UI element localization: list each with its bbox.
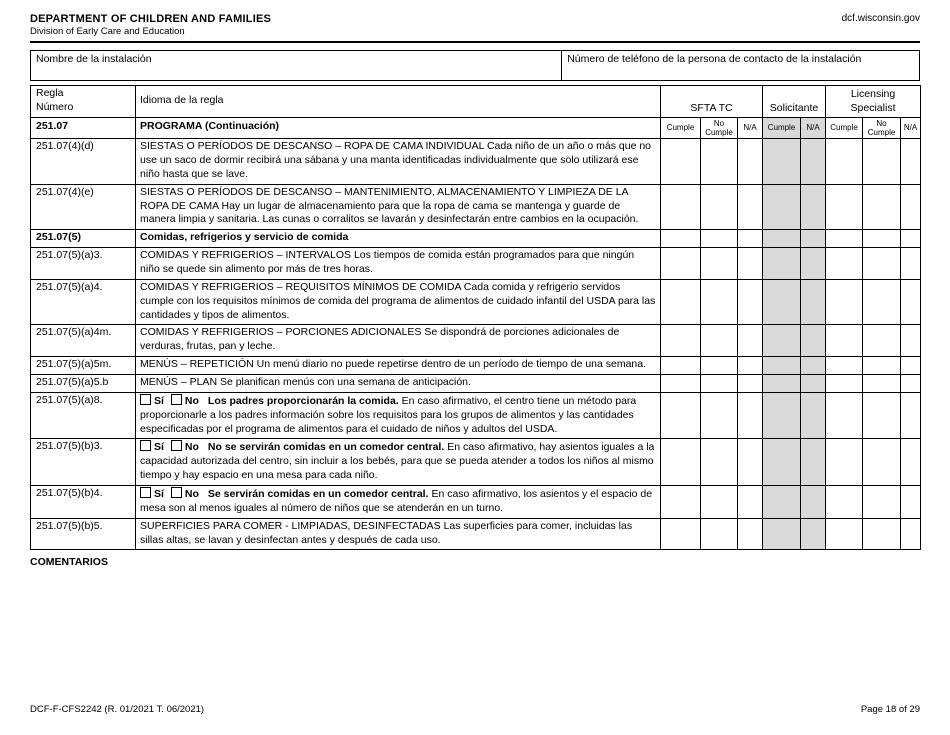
rule-text: MENÚS – PLAN Se planifican menús con una semana de anticipación. (136, 374, 661, 392)
check-cell-licensing-na[interactable] (901, 439, 921, 486)
check-cell-applicant-na[interactable] (801, 139, 826, 185)
check-cell-licensing-cumple[interactable] (826, 248, 863, 280)
table-row (31, 392, 921, 439)
rule-detail: En caso afirmativo, los asientos y el espacio de mesa son al menos iguales al número de niños que se atenderán en un turno. (140, 488, 653, 514)
check-cell-licensing-no-cumple[interactable] (863, 486, 901, 519)
rule-number: 251.07(5)(a)4m. (31, 325, 136, 357)
facility-name-label: Nombre de la instalación (36, 53, 152, 65)
facility-fields (30, 50, 920, 81)
no-label: No (184, 441, 199, 454)
check-cell-licensing-cumple[interactable] (826, 518, 863, 550)
check-cell-applicant-na[interactable] (801, 184, 826, 230)
page-number: Page 18 of 29 (860, 704, 920, 715)
rule-detail: En caso afirmativo, hay asientos iguales a la capacidad autorizada del centro, sin incluir a los bebés, para que se pueda atender a todos los niños al mismo tiempo y hay espacio en una mesa para cada niño. (140, 441, 655, 482)
check-cell-sfta-no-cumple[interactable] (701, 439, 738, 486)
form-number: DCF-F-CFS2242 (R. 01/2021 T. 06/2021) (30, 704, 205, 715)
facility-name-field[interactable] (31, 51, 561, 80)
col-header-licensing-specialist (826, 86, 921, 118)
rule-number: 251.07(5)(a)4. (31, 279, 136, 325)
checkbox-si[interactable] (140, 440, 151, 451)
check-cell-sfta-na[interactable] (738, 184, 763, 230)
check-cell-sfta-na[interactable] (738, 325, 763, 357)
check-cell-sfta-na[interactable] (738, 248, 763, 280)
check-cell-licensing-cumple[interactable] (826, 357, 863, 375)
check-cell-applicant-cumple[interactable] (763, 518, 801, 550)
section-rule-number: 251.07 (31, 117, 136, 138)
si-label: Sí (154, 488, 164, 500)
col-header-applicant: Solicitante (763, 86, 826, 118)
masthead (30, 13, 920, 37)
check-cell-sfta-na[interactable] (738, 392, 763, 439)
rule-text: COMIDAS Y REFRIGERIOS – PORCIONES ADICIONALES Se dispondrá de porciones adicionales de verduras, frutas, pan y leche. (136, 325, 661, 357)
check-cell-licensing-no-cumple[interactable] (863, 230, 901, 248)
check-cell-licensing-na[interactable] (901, 279, 921, 325)
section-row (31, 230, 921, 248)
page-footer (30, 704, 920, 715)
checkbox-no[interactable] (171, 487, 182, 498)
section-heading: Comidas, refrigerios y servicio de comida (136, 230, 661, 248)
check-cell-sfta-na[interactable] (738, 374, 763, 392)
check-cell-licensing-no-cumple[interactable] (863, 139, 901, 185)
table-row (31, 357, 921, 375)
check-cell-applicant-na[interactable] (801, 486, 826, 519)
check-cell-licensing-cumple[interactable] (826, 486, 863, 519)
table-row (31, 486, 921, 519)
rule-text: COMIDAS Y REFRIGERIOS – INTERVALOS Los tiempos de comida están programados para que ningún niño se quede sin alimento por más de tres horas. (136, 248, 661, 280)
check-cell-licensing-na[interactable] (901, 230, 921, 248)
check-cell-licensing-cumple[interactable] (826, 325, 863, 357)
sublabel-sfta-na: N/A (738, 117, 763, 138)
check-cell-licensing-no-cumple[interactable] (863, 248, 901, 280)
rule-text: SUPERFICIES PARA COMER - LIMPIADAS, DESINFECTADAS Las superficies para comer, incluidas las sillas altas, se lavan y desinfectan antes y después de cada uso. (136, 518, 661, 550)
check-cell-sfta-no-cumple[interactable] (701, 184, 738, 230)
rule-number: 251.07(4)(e) (31, 184, 136, 230)
rule-number: 251.07(4)(d) (31, 139, 136, 185)
check-cell-sfta-no-cumple[interactable] (701, 486, 738, 519)
check-cell-licensing-cumple[interactable] (826, 374, 863, 392)
check-cell-sfta-cumple[interactable] (661, 392, 701, 439)
comments-label: COMENTARIOS (30, 556, 108, 569)
rule-number: 251.07(5)(a)5m. (31, 357, 136, 375)
no-label: No (184, 488, 199, 500)
check-cell-sfta-no-cumple[interactable] (701, 357, 738, 375)
check-cell-sfta-cumple[interactable] (661, 439, 701, 486)
si-label: Sí (154, 394, 164, 407)
check-cell-licensing-cumple[interactable] (826, 230, 863, 248)
rule-number: 251.07(5) (31, 230, 136, 248)
check-cell-sfta-cumple[interactable] (661, 357, 701, 375)
check-cell-licensing-no-cumple[interactable] (863, 279, 901, 325)
check-cell-licensing-cumple[interactable] (826, 439, 863, 486)
checkbox-si[interactable] (140, 394, 151, 405)
sublabel-applicant-cumple: Cumple (763, 117, 801, 138)
check-cell-licensing-na[interactable] (901, 248, 921, 280)
check-cell-applicant-na[interactable] (801, 248, 826, 280)
check-cell-sfta-na[interactable] (738, 518, 763, 550)
contact-phone-label: Número de teléfono de la persona de contacto de la instalación (567, 53, 862, 65)
table-subheader-row (31, 117, 921, 138)
checkbox-no[interactable] (171, 440, 182, 451)
table-row (31, 279, 921, 325)
no-label: No (184, 394, 199, 407)
checkbox-si[interactable] (140, 487, 151, 498)
rule-number: 251.07(5)(b)5. (31, 518, 136, 550)
check-cell-applicant-cumple[interactable] (763, 357, 801, 375)
col-header-sfta-tc: SFTA TC (661, 86, 763, 118)
checkbox-no[interactable] (171, 394, 182, 405)
table-header-row (31, 86, 921, 118)
check-cell-licensing-na[interactable] (901, 139, 921, 185)
sublabel-sfta-cumple: Cumple (661, 117, 701, 138)
department-name: DEPARTMENT OF CHILDREN AND FAMILIES (30, 13, 272, 25)
check-cell-applicant-na[interactable] (801, 357, 826, 375)
section-title: PROGRAMA (Continuación) (136, 117, 661, 138)
check-cell-licensing-na[interactable] (901, 486, 921, 519)
check-cell-licensing-na[interactable] (901, 325, 921, 357)
checklist-table (30, 85, 921, 550)
col-header-licensing-line1: Licensing (850, 88, 896, 100)
check-cell-licensing-no-cumple[interactable] (863, 325, 901, 357)
rule-statement: No se servirán comidas en un comedor central. (207, 441, 445, 454)
check-cell-applicant-cumple[interactable] (763, 392, 801, 439)
check-cell-sfta-no-cumple[interactable] (701, 325, 738, 357)
check-cell-applicant-cumple[interactable] (763, 374, 801, 392)
table-row (31, 439, 921, 486)
check-cell-applicant-na[interactable] (801, 439, 826, 486)
check-cell-applicant-na[interactable] (801, 279, 826, 325)
check-cell-applicant-na[interactable] (801, 325, 826, 357)
check-cell-applicant-cumple[interactable] (763, 230, 801, 248)
header-divider (30, 41, 920, 43)
check-cell-licensing-no-cumple[interactable] (863, 392, 901, 439)
check-cell-applicant-na[interactable] (801, 230, 826, 248)
check-cell-sfta-no-cumple[interactable] (701, 139, 738, 185)
check-cell-sfta-no-cumple[interactable] (701, 248, 738, 280)
check-cell-sfta-cumple[interactable] (661, 248, 701, 280)
check-cell-sfta-no-cumple[interactable] (701, 374, 738, 392)
check-cell-sfta-cumple[interactable] (661, 486, 701, 519)
check-cell-sfta-cumple[interactable] (661, 230, 701, 248)
check-cell-sfta-na[interactable] (738, 230, 763, 248)
col-header-rule-line2: Número (36, 100, 74, 113)
check-cell-applicant-cumple[interactable] (763, 248, 801, 280)
check-cell-sfta-no-cumple[interactable] (701, 392, 738, 439)
rule-text: MENÚS – REPETICIÓN Un menú diario no puede repetirse dentro de un período de tiempo de una semana. (136, 357, 661, 375)
sublabel-applicant-na: N/A (801, 117, 826, 138)
col-header-rule-line1: Regla (36, 87, 64, 99)
contact-phone-field[interactable] (561, 51, 919, 80)
check-cell-sfta-no-cumple[interactable] (701, 230, 738, 248)
check-cell-licensing-no-cumple[interactable] (863, 374, 901, 392)
check-cell-sfta-cumple[interactable] (661, 139, 701, 185)
si-label: Sí (154, 441, 164, 454)
rule-number: 251.07(5)(a)5.b (31, 374, 136, 392)
check-cell-applicant-cumple[interactable] (763, 439, 801, 486)
check-cell-licensing-no-cumple[interactable] (863, 439, 901, 486)
check-cell-applicant-cumple[interactable] (763, 486, 801, 519)
check-cell-sfta-na[interactable] (738, 357, 763, 375)
check-cell-applicant-na[interactable] (801, 374, 826, 392)
check-cell-licensing-na[interactable] (901, 392, 921, 439)
table-row (31, 374, 921, 392)
table-row (31, 518, 921, 550)
rule-text: SIESTAS O PERÍODOS DE DESCANSO – ROPA DE CAMA INDIVIDUAL Cada niño de un año o más que no use un saco de dormir recibirá una sábana y una manta identificadas individualmente que solo utilizará ese niño hasta que se lave. (136, 139, 661, 185)
check-cell-sfta-na[interactable] (738, 279, 763, 325)
rule-text (136, 392, 661, 439)
check-cell-licensing-cumple[interactable] (826, 139, 863, 185)
col-header-language: Idioma de la regla (136, 86, 661, 118)
agency-block (30, 13, 271, 37)
check-cell-sfta-na[interactable] (738, 486, 763, 519)
check-cell-licensing-na[interactable] (901, 184, 921, 230)
check-cell-sfta-na[interactable] (738, 439, 763, 486)
check-cell-applicant-cumple[interactable] (763, 139, 801, 185)
table-row (31, 184, 921, 230)
check-cell-licensing-na[interactable] (901, 374, 921, 392)
rule-number: 251.07(5)(b)3. (31, 439, 136, 486)
rule-statement: Los padres proporcionarán la comida. (207, 394, 399, 407)
rule-detail: En caso afirmativo, el centro tiene un método para proporcionarle a los padres información sobre los requisitos para los grupos de alimentos y las cantidades especificadas por el programa de alimentos para el cuidado de niños y adultos del USDA. (140, 394, 637, 435)
rule-text (136, 486, 661, 519)
check-cell-sfta-cumple[interactable] (661, 374, 701, 392)
check-cell-sfta-cumple[interactable] (661, 184, 701, 230)
rule-number: 251.07(5)(a)8. (31, 392, 136, 439)
table-row (31, 325, 921, 357)
check-cell-sfta-na[interactable] (738, 139, 763, 185)
check-cell-sfta-no-cumple[interactable] (701, 279, 738, 325)
check-cell-sfta-cumple[interactable] (661, 279, 701, 325)
check-cell-licensing-na[interactable] (901, 518, 921, 550)
rule-text: SIESTAS O PERÍODOS DE DESCANSO – MANTENIMIENTO, ALMACENAMIENTO Y LIMPIEZA DE LA ROPA DE CAMA Hay un lugar de almacenamiento para que la ropa de cama se mantenga y guarde de manera limpia y sanitaria. Las cunas o corralitos se lavarán y desinfectarán entre cambios en la ocupación. (136, 184, 661, 230)
check-cell-applicant-na[interactable] (801, 392, 826, 439)
division-name: Division of Early Care and Education (30, 26, 185, 37)
check-cell-licensing-cumple[interactable] (826, 279, 863, 325)
sublabel-sfta-no-cumple: No Cumple (701, 117, 738, 138)
rule-number: 251.07(5)(a)3. (31, 248, 136, 280)
rule-statement: Se servirán comidas en un comedor central. (207, 488, 429, 500)
sublabel-licensing-no-cumple: No Cumple (863, 117, 901, 138)
check-cell-sfta-cumple[interactable] (661, 518, 701, 550)
check-cell-licensing-cumple[interactable] (826, 184, 863, 230)
check-cell-licensing-no-cumple[interactable] (863, 357, 901, 375)
col-header-licensing-line2: Specialist (850, 101, 896, 114)
rule-number: 251.07(5)(b)4. (31, 486, 136, 519)
check-cell-applicant-cumple[interactable] (763, 325, 801, 357)
check-cell-applicant-cumple[interactable] (763, 279, 801, 325)
check-cell-licensing-na[interactable] (901, 357, 921, 375)
check-cell-sfta-cumple[interactable] (661, 325, 701, 357)
agency-website: dcf.wisconsin.gov (841, 13, 920, 24)
check-cell-licensing-no-cumple[interactable] (863, 518, 901, 550)
col-header-rule-number (31, 86, 136, 118)
sublabel-licensing-na: N/A (901, 117, 921, 138)
check-cell-licensing-cumple[interactable] (826, 392, 863, 439)
rule-text (136, 439, 661, 486)
check-cell-licensing-no-cumple[interactable] (863, 184, 901, 230)
check-cell-applicant-cumple[interactable] (763, 184, 801, 230)
sublabel-licensing-cumple: Cumple (826, 117, 863, 138)
table-row (31, 139, 921, 185)
rule-text: COMIDAS Y REFRIGERIOS – REQUISITOS MÍNIMOS DE COMIDA Cada comida y refrigerio servidos cumple con los requisitos mínimos de comida del programa de alimentos de cuidado infantil del USDA para las cantidades y tipos de alimentos. (136, 279, 661, 325)
check-cell-sfta-no-cumple[interactable] (701, 518, 738, 550)
table-row (31, 248, 921, 280)
check-cell-applicant-na[interactable] (801, 518, 826, 550)
